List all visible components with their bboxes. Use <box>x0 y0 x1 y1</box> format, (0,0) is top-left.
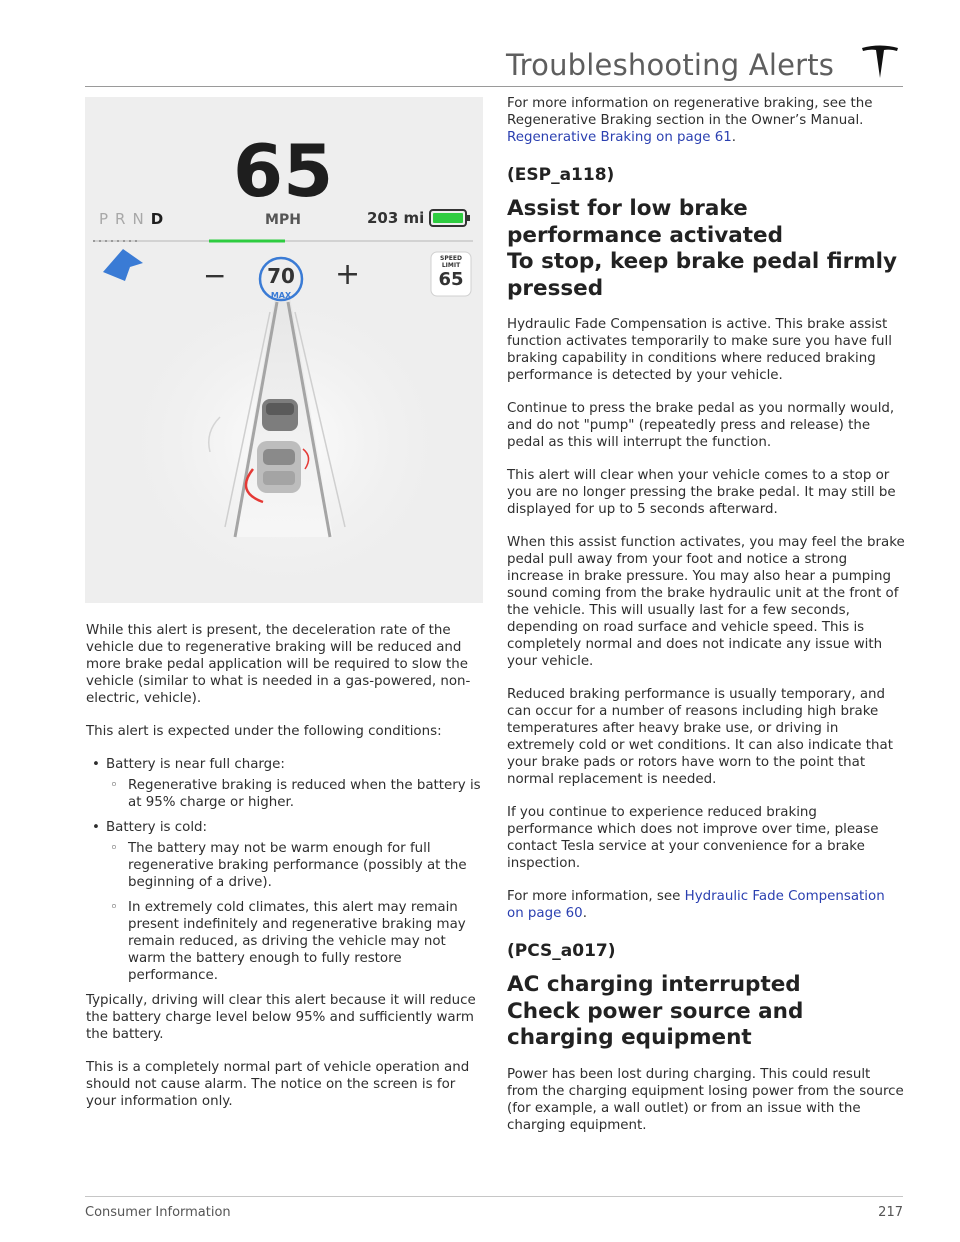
paragraph: If you continue to experience reduced braking performance which does not improve over time, please contact Tesla service at your convenience for a brake inspection. <box>507 805 879 871</box>
alert-heading-line: AC charging interrupted <box>507 972 801 997</box>
gear-n: N <box>132 210 151 228</box>
range-readout: 203 mi <box>367 209 425 227</box>
gear-selector <box>99 210 170 228</box>
list-item <box>86 819 484 984</box>
paragraph-text: . <box>582 906 587 921</box>
speed-limit-value: 65 <box>438 269 464 290</box>
footer-rule <box>85 1196 903 1197</box>
decrease-speed-button[interactable]: − <box>203 259 227 292</box>
footer-section: Consumer Information <box>85 1205 231 1220</box>
paragraph: For more information on regenerative braking, see the Regenerative Braking section in the Owner’s Manual. Regenerative Braking on page 61. <box>507 96 873 145</box>
own-car-icon <box>257 441 301 493</box>
paragraph: Reduced braking performance is usually temporary, and can occur for a number of reasons including high brake temperatures after heavy brake use, or driving in extremely cold or wet conditions. It can also indicate that your brake pads or rotors have worn to the point that normal replacement is needed. <box>507 687 893 787</box>
sub-list-item: ◦ Regenerative braking is reduced when the battery is at 95% charge or higher. <box>106 777 484 811</box>
gear-p: P <box>99 210 116 228</box>
paragraph: Power has been lost during charging. This could result from the charging equipment losing power from the source (for example, a wall outlet) or from an issue with the charging equipment. <box>507 1066 904 1133</box>
paragraph <box>507 888 905 922</box>
right-column <box>507 95 905 1150</box>
header-rule <box>85 86 903 87</box>
paragraph: When this assist function activates, you may feel the brake pedal pull away from your foot and notice a strong increase in brake pressure. You may also hear a pumping sound coming from the brake hydraulic unit at the front of the vehicle. This will usually last for a few seconds, depending on road surface and vehicle speed. This is completely normal and does not indicate any issue with your vehicle. <box>507 535 905 669</box>
alert-heading <box>507 196 905 302</box>
speed-limit-sign <box>431 255 471 291</box>
paragraph: Continue to press the brake pedal as you normally would, and do not "pump" (repeatedly press and release) the pedal as this will interrupt the function. <box>507 401 895 450</box>
alert-heading <box>507 972 905 1052</box>
tesla-logo <box>860 44 900 80</box>
increase-speed-button[interactable]: + <box>335 257 361 292</box>
list-item <box>86 756 484 811</box>
alert-heading-line: To stop, keep brake pedal firmly pressed <box>507 249 898 301</box>
paragraph: This alert is expected under the following conditions: <box>86 724 442 739</box>
condition-list <box>86 756 484 984</box>
alert-code: (PCS_a017) <box>507 941 616 961</box>
autopilot-arrow-icon <box>103 249 143 281</box>
gear-r: R <box>115 210 133 228</box>
paragraph-text: For more information, see <box>507 889 685 904</box>
speed-limit-label-2: LIMIT <box>441 262 461 269</box>
alert-heading-line: Assist for low brake performance activated <box>507 196 784 248</box>
sub-list <box>106 777 484 811</box>
paragraph: This alert will clear when your vehicle comes to a stop or you are no longer pressing the brake pedal. It may still be displayed for up to 5 seconds afterward. <box>507 468 896 517</box>
list-item-text: Battery is cold: <box>106 820 208 835</box>
speed-unit: MPH <box>265 212 301 228</box>
paragraph: Hydraulic Fade Compensation is active. This brake assist function activates temporarily to make sure you have full braking capability in conditions where reduced braking performance is detected by your vehicle. <box>507 317 892 383</box>
regenerative-braking-link[interactable]: Regenerative Braking on page 61 <box>507 130 732 145</box>
sub-list <box>106 840 484 984</box>
paragraph: While this alert is present, the deceleration rate of the vehicle due to regenerative braking will be reduced and more brake pedal application will be required to slow the vehicle (similar to what is needed in a gas-powered, non-electric, vehicle). <box>86 623 471 706</box>
battery-icon <box>430 210 470 226</box>
list-item-text: Battery is near full charge: <box>106 757 285 772</box>
speed-limit-label-1: SPEED <box>440 255 462 262</box>
speed-readout: 65 <box>233 129 334 213</box>
alert-heading-line: Check power source and charging equipment <box>507 998 804 1050</box>
paragraph-text: For more information on regenerative braking, see the Regenerative Braking section in the Owner’s Manual. <box>507 96 873 128</box>
left-column <box>86 622 484 1126</box>
alert-code: (ESP_a118) <box>507 165 615 185</box>
sub-list-item: ◦ The battery may not be warm enough for full regenerative braking performance (possibly at the beginning of a drive). <box>106 840 484 891</box>
paragraph: This is a completely normal part of vehicle operation and should not cause alarm. The notice on the screen is for your information only. <box>86 1060 470 1109</box>
lead-car-icon <box>262 399 298 431</box>
page-header-title: Troubleshooting Alerts <box>506 48 835 82</box>
gear-d: D <box>150 210 171 228</box>
hydraulic-fade-link[interactable]: Hydraulic Fade Compensation on page 60 <box>507 889 885 921</box>
page-number: 217 <box>878 1205 903 1220</box>
set-speed-value: 70 <box>267 264 295 288</box>
instrument-screen-image <box>85 97 483 603</box>
sub-list-item: ◦ In extremely cold climates, this alert may remain present indefinitely and regenerative braking may remain reduced, as driving the vehicle may not warm the battery enough to fully restore performance. <box>106 899 484 984</box>
set-speed-max-label: MAX <box>270 291 292 300</box>
paragraph: Typically, driving will clear this alert because it will reduce the battery charge level below 95% and sufficiently warm the battery. <box>86 993 476 1042</box>
